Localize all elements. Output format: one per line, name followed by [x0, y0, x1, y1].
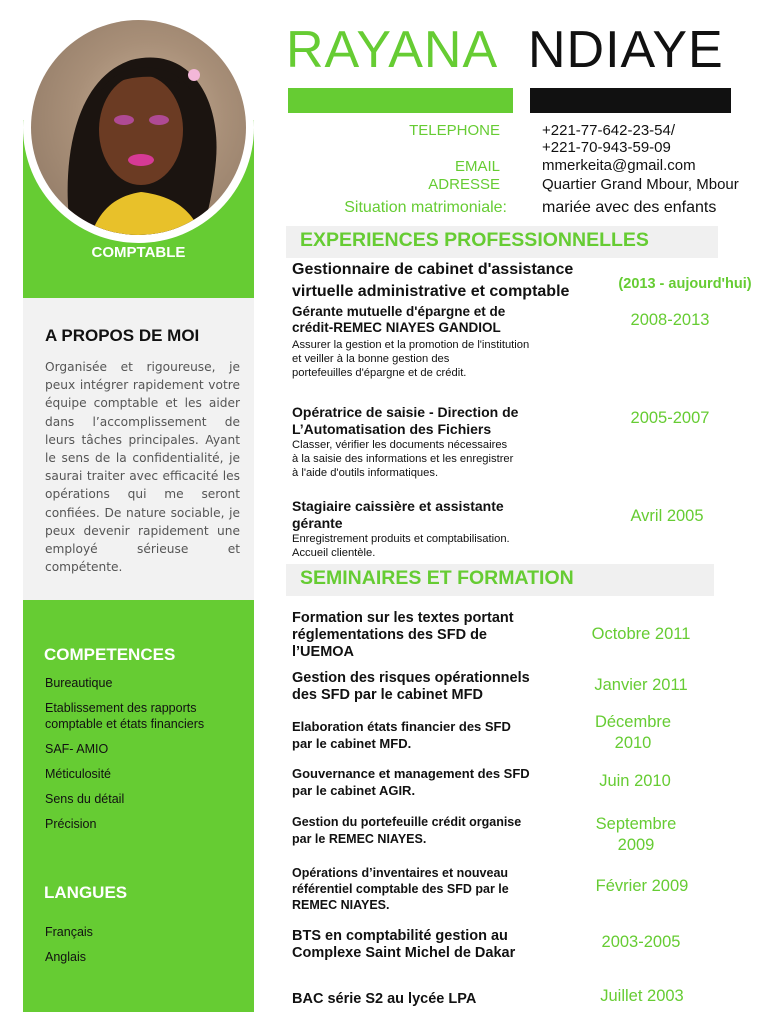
sidebar-skills-panel	[23, 600, 254, 1012]
profile-photo	[31, 20, 246, 235]
first-name: RAYANA	[286, 21, 499, 79]
experience-date: 2005-2007	[630, 409, 710, 427]
training-title: Formation sur les textes portant	[292, 610, 514, 626]
training-title: par le REMEC NIAYES.	[292, 832, 427, 846]
phone-value-1: +221-77-642-23-54/	[542, 122, 676, 139]
training-date: Janvier 2011	[594, 676, 688, 694]
marital-label: Situation matrimoniale:	[344, 199, 507, 216]
experience-title: Stagiaire caissière et assistante	[292, 498, 504, 514]
language-item: Anglais	[45, 950, 86, 964]
experience-description: Enregistrement produits et comptabilisation.	[292, 533, 510, 545]
training-title: des SFD par le cabinet MFD	[292, 687, 483, 703]
training-title: l’UEMOA	[292, 644, 355, 660]
experience-date: 2008-2013	[630, 311, 710, 329]
languages-heading: LANGUES	[44, 883, 128, 902]
experience-date: (2013 - aujourd'hui)	[618, 276, 752, 292]
training-title: Elaboration états financier des SFD	[292, 719, 511, 734]
experience-description: portefeuilles d'épargne et de crédit.	[292, 367, 467, 379]
training-title: Gestion des risques opérationnels	[292, 670, 530, 686]
last-name: NDIAYE	[528, 21, 724, 79]
experience-title: crédit-REMEC NIAYES GANDIOL	[292, 320, 501, 335]
experience-description: Classer, vérifier les documents nécessaires	[292, 439, 508, 451]
training-title: Gouvernance et management des SFD	[292, 766, 530, 781]
experience-heading: EXPERIENCES PROFESSIONNELLES	[300, 229, 649, 251]
skill-item: comptable et états financiers	[45, 717, 205, 731]
training-date: Juin 2010	[599, 772, 671, 790]
skill-item: Bureautique	[45, 676, 113, 690]
training-title: par le cabinet AGIR.	[292, 783, 416, 798]
training-title: Opérations d’inventaires et nouveau	[292, 866, 509, 880]
name-underline-black	[530, 88, 731, 113]
name-underline-green	[288, 88, 513, 113]
training-title: référentiel comptable des SFD par le	[292, 882, 509, 896]
training-title: par le cabinet MFD.	[292, 736, 412, 751]
experience-description: Assurer la gestion et la promotion de l'institution	[292, 339, 530, 351]
training-date: Février 2009	[595, 877, 689, 895]
experience-title: L’Automatisation des Fichiers	[292, 421, 492, 437]
email-value: mmerkeita@gmail.com	[542, 157, 696, 174]
portrait-photo-icon	[31, 20, 246, 235]
training-date: Juillet 2003	[600, 987, 684, 1005]
training-heading: SEMINAIRES ET FORMATION	[300, 567, 574, 589]
training-title: réglementations des SFD de	[292, 627, 487, 643]
training-title: BTS en comptabilité gestion au	[292, 928, 508, 944]
phone-value-2: +221-70-943-59-09	[542, 139, 671, 156]
experience-date: Avril 2005	[630, 507, 704, 525]
experience-description: et veiller à la bonne gestion des	[292, 353, 450, 365]
experience-description: Accueil clientèle.	[292, 547, 376, 559]
training-date: Septembre	[595, 815, 677, 833]
job-title: COMPTABLE	[91, 244, 186, 261]
experience-title: Opératrice de saisie - Direction de	[292, 404, 519, 420]
about-text: Organisée et rigoureuse, je peux intégrer rapidement votre équipe comptable et les aider dans l’accomplissement de leurs tâches principales. Ayant le sens de la confidentialité, je saurai traiter avec efficacité les opérations qui me seront confiées. De nature sociable, je peux devenir rapidement une employé sérieuse et compétente.	[45, 360, 240, 575]
training-date: 2003-2005	[601, 933, 681, 951]
training-date: Décembre	[594, 713, 672, 731]
training-title: Gestion du portefeuille crédit organise	[292, 815, 522, 829]
about-heading: A PROPOS DE MOI	[45, 326, 200, 345]
skill-item: Etablissement des rapports	[45, 701, 197, 715]
language-item: Français	[45, 925, 93, 939]
training-title: Complexe Saint Michel de Dakar	[292, 945, 516, 961]
training-date: 2009	[617, 836, 655, 854]
training-title: REMEC NIAYES.	[292, 898, 390, 912]
skill-item: Méticulosité	[45, 767, 111, 781]
skills-heading: COMPETENCES	[44, 645, 176, 664]
training-section-band	[286, 564, 714, 596]
about-section	[23, 298, 254, 600]
email-label: EMAIL	[454, 158, 500, 175]
experience-title: gérante	[292, 515, 343, 531]
address-label: ADRESSE	[428, 176, 500, 193]
training-date: Octobre 2011	[591, 625, 691, 643]
skill-item: SAF- AMIO	[45, 742, 109, 756]
skill-item: Précision	[45, 817, 97, 831]
training-date: 2010	[614, 734, 652, 752]
marital-value: mariée avec des enfants	[542, 199, 717, 216]
address-value: Quartier Grand Mbour, Mbour	[542, 176, 739, 193]
experience-description: à la saisie des informations et les enregistrer	[292, 453, 514, 465]
experience-title: virtuelle administrative et comptable	[292, 283, 570, 300]
training-title: BAC série S2 au lycée LPA	[292, 991, 477, 1007]
phone-label: TELEPHONE	[409, 122, 500, 139]
experience-description: à l'aide d'outils informatiques.	[292, 467, 439, 479]
experience-title: Gestionnaire de cabinet d'assistance	[292, 261, 574, 278]
skill-item: Sens du détail	[45, 792, 125, 806]
experience-title: Gérante mutuelle d'épargne et de	[292, 304, 506, 319]
experience-section-band	[286, 226, 718, 258]
